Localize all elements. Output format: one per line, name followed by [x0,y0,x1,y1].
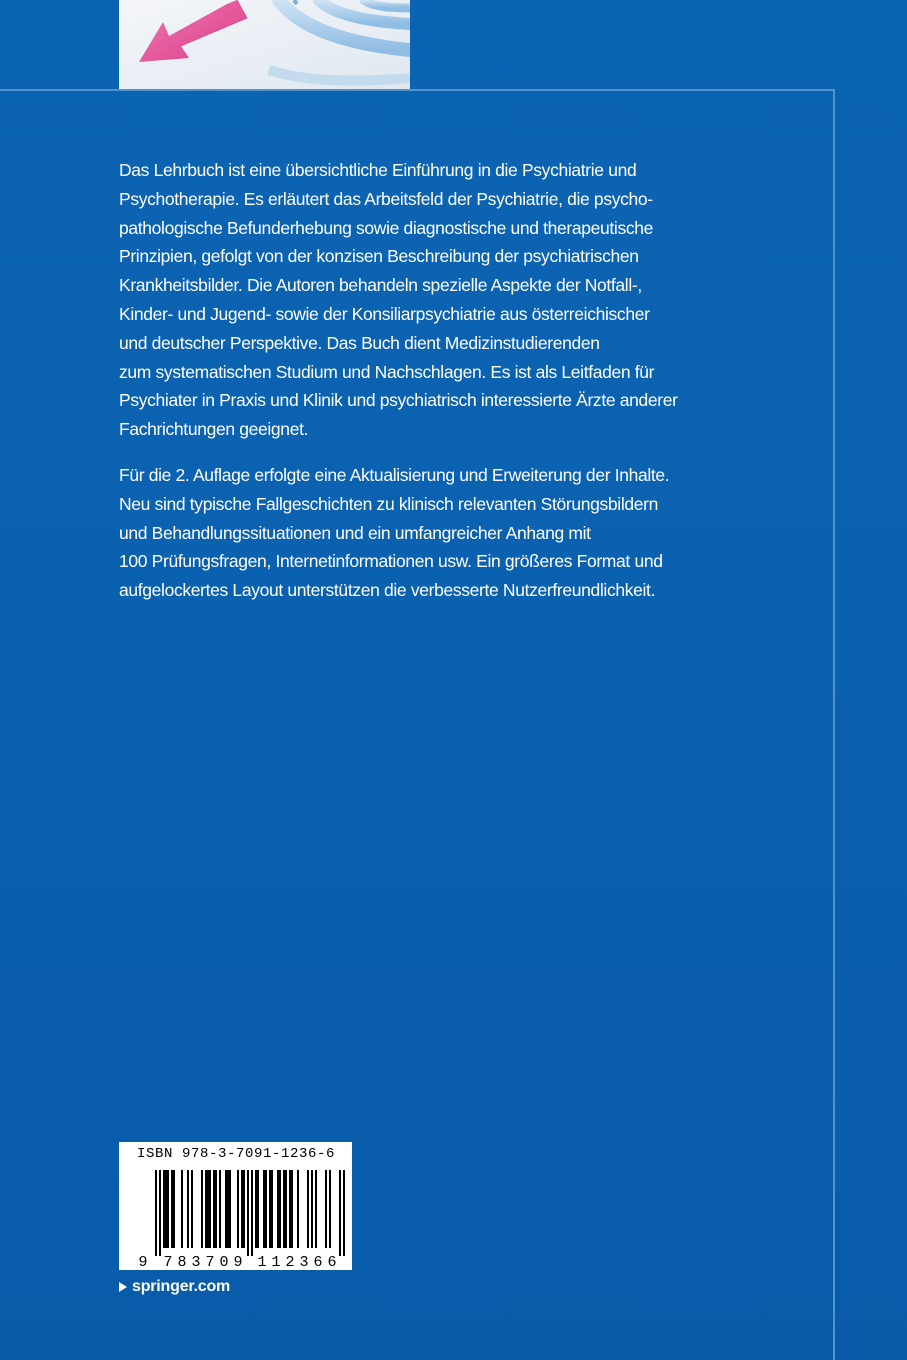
barcode-bar [257,1170,259,1248]
isbn-label: ISBN 978-3-7091-1236-6 [137,1146,336,1162]
text-line: aufgelockertes Layout unterstützen die verbesserte Nutzerfreundlichkeit. [119,580,656,601]
barcode-bar [205,1170,207,1248]
description-paragraph-2 [119,461,759,605]
text-line: Kinder- und Jugend- sowie der Konsiliarpsychiatrie aus österreichischer [119,303,650,324]
barcode-bar [167,1170,169,1248]
text-line: Das Lehrbuch ist eine übersichtliche Einführung in die Psychiatrie und [119,160,637,180]
frame-top-line [0,89,835,91]
barcode-bar [289,1170,291,1248]
barcode-bar [207,1170,209,1248]
book-description [119,156,759,622]
barcode-bar [291,1170,293,1248]
barcode-digit: 3 [191,1254,201,1270]
barcode-bar [343,1170,345,1256]
barcode-digit: 3 [299,1254,309,1270]
barcode-bar [243,1170,245,1248]
publisher-url[interactable]: springer.com [132,1278,231,1295]
pink-arrow-maze-icon [119,0,410,90]
text-line: 100 Prüfungsfragen, Internetinformationen usw. Ein größeres Format und [119,551,663,572]
frame-right-line [833,89,835,1360]
barcode-bar [279,1170,281,1248]
barcode-bar [339,1170,341,1256]
barcode-bar [163,1170,165,1248]
text-line: Psychiater in Praxis und Klinik und psychiatrisch interessierte Ärzte anderer [119,390,678,411]
text-line: und deutscher Perspektive. Das Buch dient Medizinstudierenden [119,332,600,353]
barcode-bar [241,1170,243,1248]
text-line: pathologische Befunderhebung sowie diagnostische und therapeutische [119,217,654,238]
barcode-bar [215,1170,217,1248]
barcode-bar [315,1170,317,1248]
barcode-bar [171,1170,173,1248]
barcode-bar [251,1170,253,1256]
barcode-bar [297,1170,299,1248]
barcode-bar [311,1170,313,1248]
barcode-bar [255,1170,257,1248]
barcode-digit: 8 [177,1254,187,1270]
text-line: Für die 2. Auflage erfolgte eine Aktualisierung und Erweiterung der Inhalte. [119,464,670,485]
barcode-bar [181,1170,183,1248]
barcode-bar [325,1170,327,1248]
barcode-digit: 9 [233,1254,243,1270]
text-line: Psychotherapie. Es erläutert das Arbeitsfeld der Psychiatrie, die psycho- [119,188,653,209]
barcode-bar [283,1170,285,1248]
barcode-digit: 1 [257,1254,267,1270]
barcode-bar [271,1170,273,1248]
barcode-bar [155,1170,157,1256]
barcode-graphic [119,1166,352,1270]
barcode-bar [165,1170,167,1248]
barcode-digit: 7 [205,1254,215,1270]
text-line: Fachrichtungen geeignet. [119,419,309,440]
barcode-bar [191,1170,193,1248]
text-line: Neu sind typische Fallgeschichten zu klinisch relevanten Störungsbildern [119,493,658,514]
barcode-bar [187,1170,189,1248]
barcode-digit: 9 [138,1254,148,1270]
barcode-bar [213,1170,215,1248]
publisher-link[interactable] [119,1278,230,1296]
barcode-bar [269,1170,271,1248]
barcode-bar [201,1170,203,1248]
barcode-bar [307,1170,309,1248]
barcode-bar [209,1170,211,1248]
barcode-bar [159,1170,161,1256]
barcode-bar [227,1170,229,1248]
barcode-bar [265,1170,267,1248]
barcode-digit: 6 [313,1254,323,1270]
barcode-digit: 7 [163,1254,173,1270]
text-line: und Behandlungssituationen und ein umfangreicher Anhang mit [119,522,591,543]
barcode-bar [285,1170,287,1248]
text-line: Prinzipien, gefolgt von der konzisen Beschreibung der psychiatrischen [119,246,639,267]
barcode-bar [329,1170,331,1248]
barcode-bar [247,1170,249,1256]
barcode-digit: 2 [285,1254,295,1270]
barcode-bar [277,1170,279,1248]
description-paragraph-1 [119,156,759,444]
barcode-bar [229,1170,231,1248]
barcode-digit: 0 [219,1254,229,1270]
barcode-digit: 1 [271,1254,281,1270]
isbn-barcode [119,1142,352,1270]
barcode-bar [219,1170,221,1248]
barcode-bar [225,1170,227,1248]
barcode-bar [237,1170,239,1248]
barcode-digit: 6 [327,1254,337,1270]
barcode-bar [263,1170,265,1248]
text-line: Krankheitsbilder. Die Autoren behandeln spezielle Aspekte der Notfall-, [119,275,642,296]
text-line: zum systematischen Studium und Nachschlagen. Es ist als Leitfaden für [119,361,655,382]
barcode-bar [173,1170,175,1248]
triangle-arrow-icon [119,1282,127,1292]
cover-illustration [119,0,410,90]
